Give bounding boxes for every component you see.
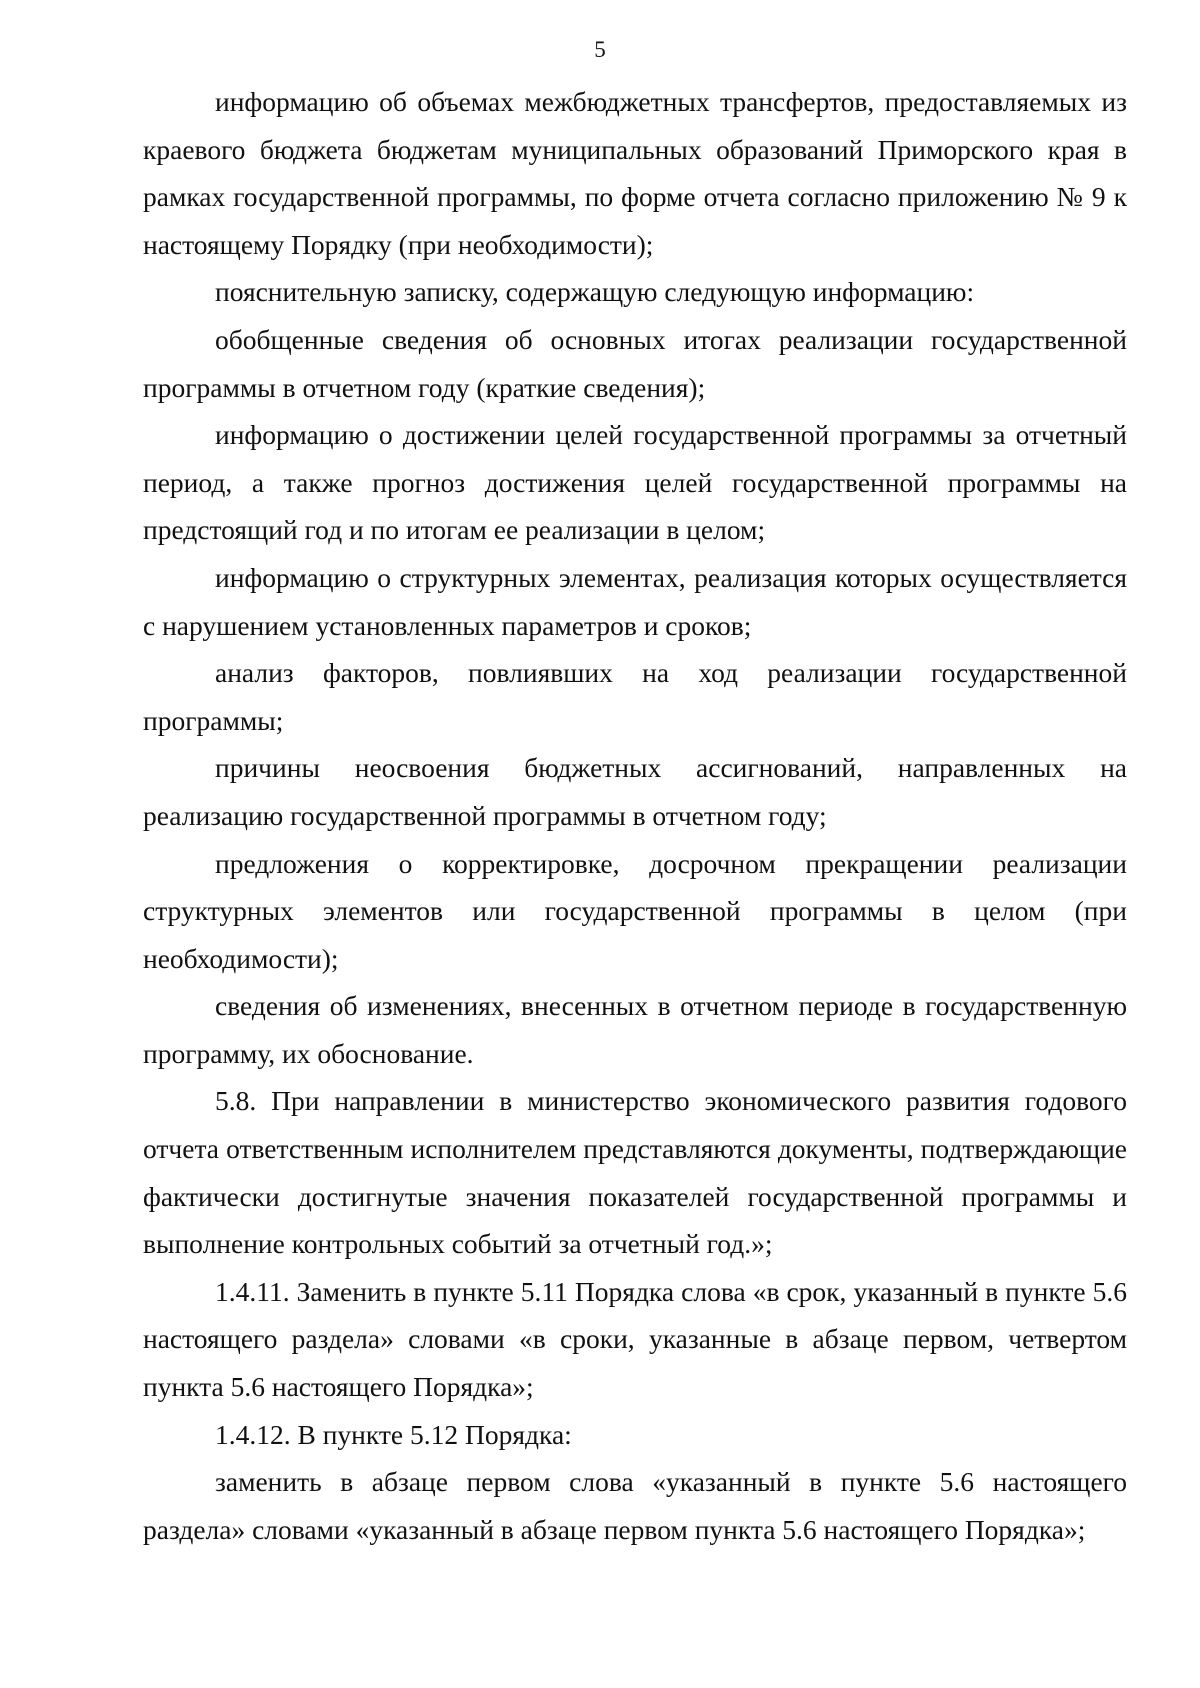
- paragraph-structural-elements: информацию о структурных элементах, реализация которых осуществляется с нарушением установленных параметров и сроков;: [143, 561, 1127, 641]
- paragraph-generalized-results: обобщенные сведения об основных итогах реализации государственной программы в отчетном году (краткие сведения);: [143, 323, 1127, 403]
- document-body: [143, 78, 1127, 1553]
- paragraph-replace-first-abzats: заменить в абзаце первом слова «указанный в пункте 5.6 настоящего раздела» словами «указанный в абзаце первом пункта 5.6 настоящего Порядка»;: [143, 1466, 1127, 1545]
- paragraph-item-1-4-12: 1.4.12. В пункте 5.12 Порядка:: [215, 1418, 572, 1450]
- paragraph-item-1-4-11: 1.4.11. Заменить в пункте 5.11 Порядка слова «в срок, указанный в пункте 5.6 настоящего раздела» словами «в сроки, указанные в абзаце первом, четвертом пункта 5.6 настоящего Порядка»;: [143, 1275, 1127, 1403]
- paragraph-explanatory-note: пояснительную записку, содержащую следующую информацию:: [215, 276, 975, 308]
- paragraph-goals-achievement: информацию о достижении целей государственной программы за отчетный период, а также прогноз достижения целей государственной программы на предстоящий год и по итогам ее реализации в целом;: [143, 419, 1127, 546]
- paragraph-program-changes: сведения об изменениях, внесенных в отчетном периоде в государственную программу, их обоснование.: [143, 990, 1127, 1069]
- page-number: 5: [594, 37, 606, 62]
- paragraph-factors-analysis: анализ факторов, повлиявших на ход реализации государственной программы;: [143, 657, 1127, 736]
- paragraph-section-5-8: 5.8. При направлении в министерство экономического развития годового отчета ответственным исполнителем представляются документы, подтверждающие фактически достигнутые значения показателей государственной программы и выполнение контрольных событий за отчетный год.»;: [143, 1085, 1127, 1260]
- paragraph-correction-proposals: предложения о корректировке, досрочном прекращении реализации структурных элементов или государственной программы в целом (при необходимости);: [143, 847, 1127, 974]
- paragraph-unspent-allocations: причины неосвоения бюджетных ассигнований, направленных на реализацию государственной программы в отчетном году;: [143, 752, 1127, 831]
- paragraph-interbudget-transfers: информацию об объемах межбюджетных трансфертов, предоставляемых из краевого бюджета бюджетам муниципальных образований Приморского края в рамках государственной программы, по форме отчета согласно приложению № 9 к настоящему Порядку (при необходимости);: [143, 86, 1127, 260]
